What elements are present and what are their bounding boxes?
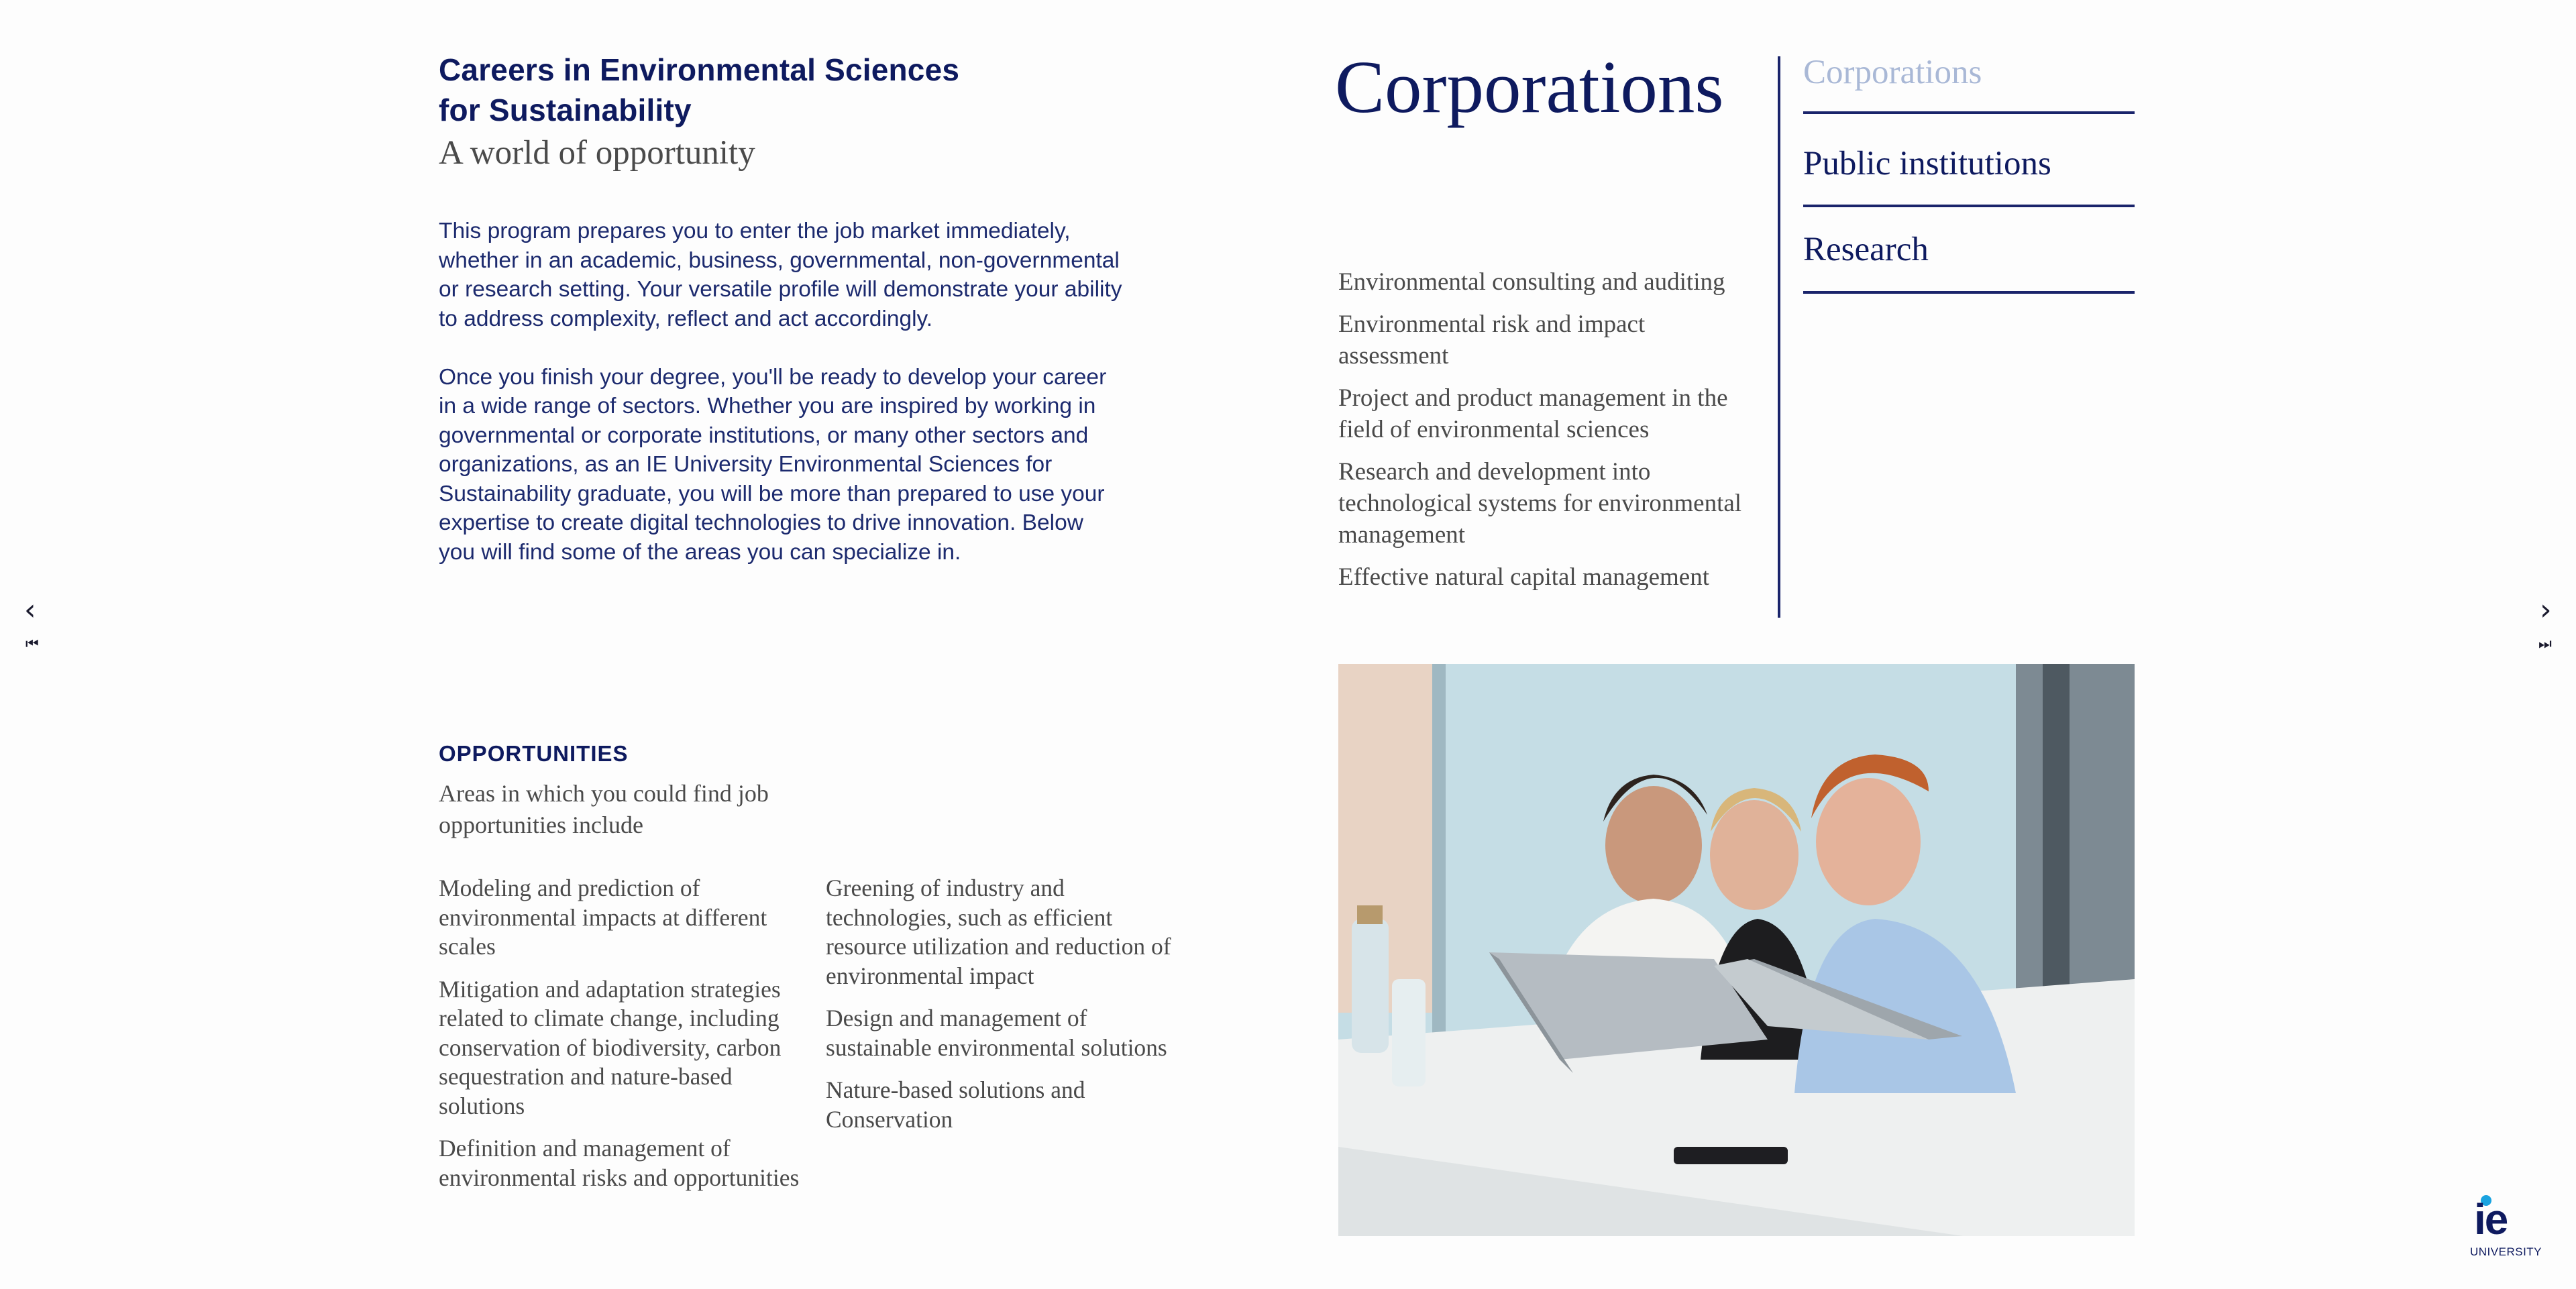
last-page-button[interactable] xyxy=(2538,637,2552,652)
tab-corporations[interactable]: Corporations xyxy=(1803,52,2135,114)
section-title: Corporations xyxy=(1335,46,1724,129)
logo-mark: ie xyxy=(2474,1195,2508,1243)
opportunities-column-2 xyxy=(826,874,1175,1147)
logo-wordmark: UNIVERSITY xyxy=(2470,1245,2542,1258)
skip-first-icon: ⏮ xyxy=(25,636,39,653)
page-subheading: A world of opportunity xyxy=(439,134,755,172)
opportunity-item: Definition and management of environmental risks and opportunities xyxy=(439,1135,800,1191)
students-photo xyxy=(1338,664,2135,1236)
intro-text xyxy=(439,217,1123,567)
opportunity-item: Design and management of sustainable environmental solutions xyxy=(826,1005,1167,1061)
next-page-button[interactable] xyxy=(2540,593,2552,627)
opportunities-column-1 xyxy=(439,874,814,1206)
page-heading: Careers in Environmental Sciences for Sustainability xyxy=(439,52,960,127)
chevron-right-icon: › xyxy=(2540,593,2552,627)
opportunity-item: Mitigation and adaptation strategies related to climate change, including conservation of biodiversity, carbon sequestration and nature-based solutions xyxy=(439,975,782,1119)
list-item: Environmental consulting and auditing xyxy=(1338,268,1725,296)
intro-paragraph: Once you finish your degree, you'll be ready to develop your career in a wide range of sectors. Whether you are inspired by working in governmental or corporate institutions, or many other sectors and organizations, as an IE University Environmental Sciences for Sustainability graduate, you will be more than prepared to use your expertise to create digital technologies to drive innovation. Below you will find some of the areas you can specialize in. xyxy=(439,364,1107,565)
intro-paragraph: This program prepares you to enter the job market immediately, whether in an academic, business, governmental, non-governmental or research setting. Your versatile profile will demonstrate your ability to address complexity, reflect and act accordingly. xyxy=(439,219,1122,331)
chevron-left-icon: ‹ xyxy=(24,593,36,627)
list-item: Research and development into technological systems for environmental management xyxy=(1338,458,1742,549)
opportunities-title: OPPORTUNITIES xyxy=(439,741,629,766)
tab-research[interactable]: Research xyxy=(1803,229,2135,294)
list-item: Project and product management in the field of environmental sciences xyxy=(1338,384,1728,443)
ie-university-logo xyxy=(2469,1195,2549,1262)
corporations-list xyxy=(1338,266,1754,604)
opportunity-item: Nature-based solutions and Conservation xyxy=(826,1076,1085,1133)
list-item: Environmental risk and impact assessment xyxy=(1338,311,1646,370)
tab-divider xyxy=(1778,56,1780,618)
tab-public-institutions[interactable]: Public institutions xyxy=(1803,144,2135,207)
opportunities-subtitle: Areas in which you could find job opportunities include xyxy=(439,780,769,838)
skip-last-icon: ⏭ xyxy=(2538,636,2552,653)
opportunity-item: Modeling and prediction of environmental impacts at different scales xyxy=(439,875,767,960)
opportunity-item: Greening of industry and technologies, such as efficient resource utilization and reduction of environmental impact xyxy=(826,875,1171,989)
first-page-button[interactable] xyxy=(25,637,39,652)
previous-page-button[interactable] xyxy=(24,593,36,627)
list-item: Effective natural capital management xyxy=(1338,563,1710,591)
